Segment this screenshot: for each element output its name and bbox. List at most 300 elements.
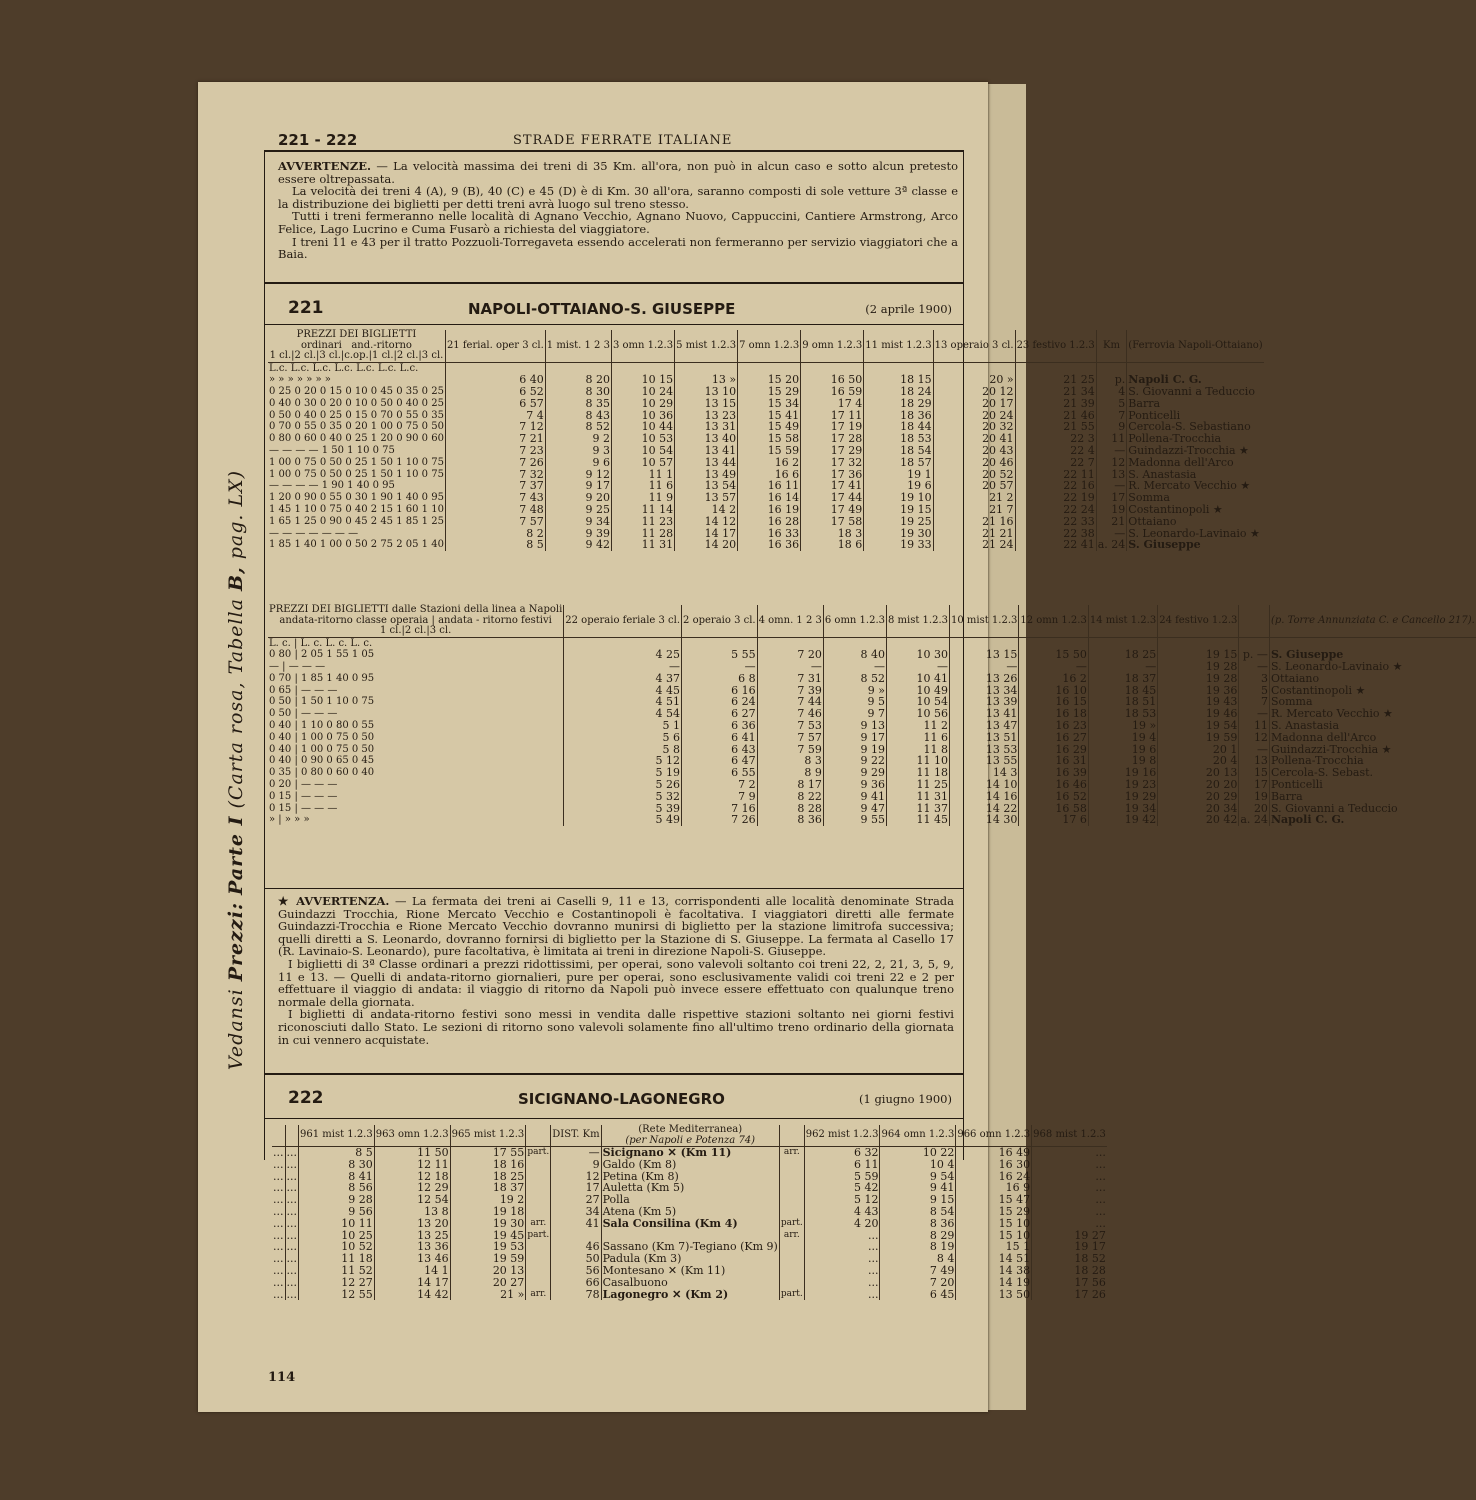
station-cell: S. Anastasia <box>1269 720 1475 732</box>
time-cell: 6 16 <box>682 685 758 697</box>
time-cell: ... <box>286 1216 297 1230</box>
time-cell: 9 36 <box>823 779 886 791</box>
station-cell: Costantinopoli ★ <box>1269 685 1475 697</box>
km-cell: 46 <box>551 1241 601 1253</box>
time-cell: 11 1 <box>611 469 674 481</box>
page-number: 114 <box>268 1370 296 1385</box>
time-cell: 16 50 <box>801 374 864 386</box>
time-cell: 10 22 <box>880 1147 956 1159</box>
marker-cell <box>526 1159 551 1171</box>
time-cell: ... <box>286 1240 297 1254</box>
time-cell: 7 37 <box>445 480 545 492</box>
price-cell: 1 20 0 90 0 55 0 30 1 90 1 40 0 95 <box>269 492 444 504</box>
train-header: 9 omn 1.2.3 <box>801 330 864 362</box>
time-cell: 13 46 <box>374 1253 450 1265</box>
time-cell: 11 2 <box>887 720 950 732</box>
time-cell: 16 14 <box>738 492 801 504</box>
time-cell: 19 42 <box>1088 814 1157 826</box>
marker-cell <box>779 1277 804 1289</box>
time-cell: 5 1 <box>564 720 682 732</box>
time-cell: 19 16 <box>1088 767 1157 779</box>
running-title: STRADE FERRATE ITALIANE <box>513 133 733 148</box>
blank-header <box>779 1125 804 1147</box>
time-cell: 18 6 <box>801 539 864 551</box>
station-cell: Sicignano ✕ (Km 11) <box>601 1147 779 1159</box>
time-cell: 10 30 <box>887 649 950 661</box>
km-cell: a. 24 <box>1240 813 1268 827</box>
time-cell: 20 13 <box>450 1265 526 1277</box>
time-cell: ... <box>273 1216 284 1230</box>
time-cell: 22 41 <box>1015 539 1096 551</box>
time-cell: 15 58 <box>738 433 801 445</box>
time-cell: 18 44 <box>864 421 933 433</box>
time-cell: 17 6 <box>1019 814 1088 826</box>
notice-line: Tutti i treni fermeranno nelle località di Agnano Vecchio, Agnano Nuovo, Cappuccini, Cantiere Armstrong, Arco Felice, Lago Lucrino e Cuma Fusarò a richiesta del viaggiatore. <box>278 209 958 236</box>
time-cell: 21 » <box>450 1289 526 1301</box>
time-cell: 9 3 <box>545 445 611 457</box>
price-cell: 0 80 0 60 0 40 0 25 1 20 0 90 0 60 <box>269 433 444 445</box>
table-row <box>268 374 1264 386</box>
time-cell: 19 59 <box>1158 732 1239 744</box>
station-cell: Cercola-S. Sebastiano <box>1127 421 1264 433</box>
km-cell: 15 <box>1239 767 1270 779</box>
table-row <box>268 732 1476 744</box>
time-cell: 13 20 <box>374 1218 450 1230</box>
time-cell: 14 16 <box>950 791 1019 803</box>
km-cell: 17 <box>1096 492 1127 504</box>
station-cell: Ottaiano <box>1269 673 1475 685</box>
section-number: 222 <box>288 1088 324 1108</box>
time-cell: ... <box>804 1253 880 1265</box>
station-cell: R. Mercato Vecchio ★ <box>1127 480 1264 492</box>
time-cell: 16 28 <box>738 516 801 528</box>
time-cell: 11 6 <box>887 732 950 744</box>
time-cell: 18 29 <box>864 398 933 410</box>
price-cell: 0 40 | 1 00 0 75 0 50 <box>269 743 375 755</box>
time-cell: 16 33 <box>738 528 801 540</box>
time-cell: 8 43 <box>545 410 611 422</box>
notice2-block <box>278 895 954 1046</box>
time-cell: 7 23 <box>445 445 545 457</box>
railway-name: (Rete Mediterranea) <box>638 1124 743 1135</box>
time-cell: 7 57 <box>757 732 823 744</box>
time-cell: 8 29 <box>880 1230 956 1242</box>
station-cell: Barra <box>1269 791 1475 803</box>
km-cell: 11 <box>1096 433 1127 445</box>
price-cell: 0 80 | 2 05 1 55 1 05 <box>269 649 375 661</box>
ar-operaia-label: andata-ritorno classe operaia <box>279 614 429 626</box>
time-cell: 16 2 <box>738 457 801 469</box>
time-cell: 17 4 <box>801 398 864 410</box>
time-cell: 13 49 <box>675 469 738 481</box>
station-cell: Sassano (Km 7)-Tegiano (Km 9) <box>602 1240 778 1254</box>
train-header: 10 mist 1.2.3 <box>950 605 1019 637</box>
time-cell: 8 2 <box>445 528 545 540</box>
time-cell: 10 4 <box>880 1159 956 1171</box>
time-cell: 9 42 <box>545 539 611 551</box>
time-cell: 19 6 <box>1088 744 1157 756</box>
km-cell: a. 24 <box>1097 538 1126 552</box>
time-cell: 16 30 <box>956 1159 1032 1171</box>
time-cell: 16 31 <box>1019 755 1088 767</box>
time-cell: 13 » <box>675 374 738 386</box>
station-cell: Madonna dell'Arco <box>1127 457 1264 469</box>
time-cell: 12 55 <box>299 1289 375 1301</box>
price-cell: 0 40 | 1 00 0 75 0 50 <box>269 731 375 743</box>
section-rule <box>264 1118 964 1119</box>
price-columns: 1 cl.|2 cl.|3 cl.|c.op.|1 cl.|2 cl.|3 cl. <box>269 350 444 361</box>
time-cell: 22 38 <box>1015 528 1096 540</box>
time-cell: ... <box>804 1241 880 1253</box>
time-cell: ... <box>286 1275 297 1289</box>
time-cell: 6 55 <box>682 767 758 779</box>
time-cell: ... <box>273 1181 284 1195</box>
time-cell: — <box>682 661 758 673</box>
time-cell: 17 56 <box>1032 1277 1107 1289</box>
time-cell: 17 29 <box>801 445 864 457</box>
time-cell: 19 59 <box>450 1253 526 1265</box>
time-cell: 7 32 <box>445 469 545 481</box>
time-cell: 7 49 <box>880 1265 956 1277</box>
time-cell: ... <box>1032 1159 1107 1171</box>
time-cell: 20 41 <box>933 433 1015 445</box>
time-cell: 22 7 <box>1015 457 1096 469</box>
time-cell: ... <box>1032 1194 1107 1206</box>
km-cell: 5 <box>1096 398 1127 410</box>
time-cell: 14 12 <box>675 516 738 528</box>
time-cell: 6 52 <box>445 386 545 398</box>
time-cell: 16 58 <box>1019 803 1088 815</box>
time-cell: 19 25 <box>864 516 933 528</box>
time-cell: 10 25 <box>299 1230 375 1242</box>
time-cell: 6 32 <box>804 1147 880 1159</box>
time-cell: 14 20 <box>675 539 738 551</box>
km-cell: 7 <box>1096 410 1127 422</box>
time-cell: 11 9 <box>611 492 674 504</box>
time-cell: 4 51 <box>564 696 682 708</box>
time-cell: 15 50 <box>1019 649 1088 661</box>
km-cell: 27 <box>551 1194 601 1206</box>
price-cell: 0 20 | — — — <box>269 779 338 791</box>
time-cell: 6 11 <box>804 1159 880 1171</box>
time-cell: ... <box>286 1228 297 1242</box>
time-cell: 14 38 <box>956 1265 1032 1277</box>
time-cell: 13 40 <box>675 433 738 445</box>
time-cell: 9 55 <box>823 814 886 826</box>
time-cell: 18 51 <box>1088 696 1157 708</box>
time-cell: 5 12 <box>804 1194 880 1206</box>
time-cell: 10 29 <box>611 398 674 410</box>
time-cell: 12 18 <box>374 1171 450 1183</box>
time-cell: 10 53 <box>611 433 674 445</box>
time-cell: 6 24 <box>682 696 758 708</box>
km-cell: p. — <box>1239 649 1270 661</box>
time-cell: 11 6 <box>611 480 674 492</box>
notice-block <box>278 160 958 261</box>
time-cell: 14 51 <box>956 1253 1032 1265</box>
time-cell: 10 57 <box>611 457 674 469</box>
time-cell: 19 » <box>1088 720 1157 732</box>
table-header-row <box>268 605 1476 637</box>
time-cell: 16 23 <box>1019 720 1088 732</box>
time-cell: 16 19 <box>738 504 801 516</box>
time-cell: ... <box>286 1252 297 1266</box>
time-cell: 13 57 <box>675 492 738 504</box>
marker-cell <box>779 1265 804 1277</box>
marker-cell <box>779 1182 804 1194</box>
time-cell: 4 45 <box>564 685 682 697</box>
time-cell: 9 » <box>823 685 886 697</box>
price-columns: 1 cl.|2 cl.|3 cl. <box>379 625 452 636</box>
station-cell: Sala Consilina (Km 4) <box>601 1218 779 1230</box>
ordinari-label: ordinari <box>300 339 342 351</box>
time-cell: 8 4 <box>880 1253 956 1265</box>
train-header: 961 mist 1.2.3 <box>299 1125 375 1147</box>
price-cell: 0 40 | 0 90 0 65 0 45 <box>269 755 375 767</box>
time-cell: ... <box>1032 1171 1107 1183</box>
time-cell: 14 10 <box>950 779 1019 791</box>
time-cell: 16 49 <box>956 1147 1032 1159</box>
station-cell: S. Leonardo-Lavinaio ★ <box>1127 528 1264 540</box>
time-cell: 10 54 <box>611 445 674 457</box>
time-cell: 16 59 <box>801 386 864 398</box>
time-cell: 11 8 <box>887 744 950 756</box>
notice2-text: I biglietti di 3ª Classe ordinari a prezzi ridottissimi, per operai, sono valevoli soltanto coi treni 22, 2, 21, 3, 5, 9, 11 e 13. — Quelli di andata-ritorno giornalieri, pure per operai, sono esclusivamente validi coi treni 22 e 2 per effettuare il viaggio di andata: il viaggio di ritorno da Napoli può invece essere effettuato con qualunque treno normale della giornata. <box>278 956 954 1009</box>
time-cell: 6 43 <box>682 744 758 756</box>
km-cell: 13 <box>1239 755 1270 767</box>
time-cell: 18 24 <box>864 386 933 398</box>
marker-cell <box>526 1253 551 1265</box>
time-cell: 6 45 <box>880 1289 956 1301</box>
price-cell: » | » » » <box>269 814 310 826</box>
time-cell: 11 31 <box>611 539 674 551</box>
time-cell: 6 41 <box>682 732 758 744</box>
time-cell: 8 5 <box>299 1147 375 1159</box>
train-header: 964 omn 1.2.3 <box>880 1125 956 1147</box>
table-row <box>272 1182 1107 1194</box>
time-cell: ... <box>286 1263 297 1277</box>
table-row <box>272 1289 1107 1301</box>
time-cell: 20 46 <box>933 457 1015 469</box>
time-cell: 12 29 <box>374 1182 450 1194</box>
time-cell: ... <box>273 1240 284 1254</box>
station-cell: Somma <box>1269 696 1475 708</box>
marker-cell <box>526 1171 551 1183</box>
time-cell: 18 53 <box>864 433 933 445</box>
time-cell: ... <box>273 1146 284 1159</box>
side-bold-prezzi: Prezzi: <box>225 902 247 982</box>
km-cell: 12 <box>551 1171 601 1183</box>
price-cell: — — — — — — — <box>269 527 359 539</box>
time-cell: 13 44 <box>675 457 738 469</box>
time-cell: 5 42 <box>804 1182 880 1194</box>
table-header-row <box>272 1125 1107 1147</box>
section-rule <box>264 888 964 889</box>
time-cell: 5 59 <box>804 1171 880 1183</box>
time-cell: 10 44 <box>611 421 674 433</box>
side-prefix: Vedansi <box>225 988 247 1071</box>
km-cell: 21 <box>1096 516 1127 528</box>
notice2-text: — La fermata dei treni ai Caselli 9, 11 e 13, corrispondenti alle località denominate Strada Guindazzi Trocchia, Rione Mercato Vecchio e Costantinopoli è facoltativa. I viaggiatori diretti alle fermate Guindazzi-Trocchia e Rione Mercato Vecchio dovranno munirsi di biglietto per la stazione limitrofa successiva; quelli diretti a S. Leonardo, dovranno fornirsi di biglietto per la Stazione di S. Giuseppe. La fermata al Casello 17 (R. Lavinaio-S. Leonardo), pure facoltativa, è limitata ai treni in direzione Napoli-S. Giuseppe. <box>278 894 955 959</box>
station-cell: Guindazzi-Trocchia ★ <box>1127 445 1264 457</box>
price-cell: 1 45 1 10 0 75 0 40 2 15 1 60 1 10 <box>269 504 444 516</box>
time-cell: 19 10 <box>864 492 933 504</box>
time-cell: 17 55 <box>450 1147 526 1159</box>
time-cell: 19 29 <box>1088 791 1157 803</box>
table-row <box>268 814 1476 826</box>
station-cell: Napoli C. G. <box>1269 814 1475 826</box>
time-cell: — <box>757 661 823 673</box>
km-cell: — <box>1239 744 1270 756</box>
price-cell: 0 15 | — — — <box>269 802 338 814</box>
section-date: (1 giugno 1900) <box>858 1092 952 1106</box>
time-cell: 20 32 <box>933 421 1015 433</box>
time-cell: 19 17 <box>1032 1241 1107 1253</box>
marker-cell: part. <box>527 1229 550 1240</box>
time-cell: 8 30 <box>545 386 611 398</box>
time-cell: 7 59 <box>757 744 823 756</box>
time-cell: ... <box>804 1289 880 1301</box>
page-range: 221 - 222 <box>278 131 358 149</box>
table-row <box>272 1241 1107 1253</box>
time-cell: 14 19 <box>956 1277 1032 1289</box>
time-cell: 14 17 <box>374 1277 450 1289</box>
time-cell: 16 6 <box>738 469 801 481</box>
km-cell: 41 <box>551 1218 601 1230</box>
time-cell: 18 53 <box>1088 708 1157 720</box>
time-cell: 8 40 <box>823 649 886 661</box>
time-cell: 20 27 <box>450 1277 526 1289</box>
price-cell: 0 65 | — — — <box>269 684 338 696</box>
station-cell: Lagonegro ✕ (Km 2) <box>601 1289 779 1301</box>
table-row <box>272 1218 1107 1230</box>
time-cell: 13 15 <box>950 649 1019 661</box>
time-cell: 22 16 <box>1015 480 1096 492</box>
table-header-row <box>268 330 1264 362</box>
time-cell: 13 53 <box>950 744 1019 756</box>
time-cell: 8 56 <box>299 1182 375 1194</box>
time-cell: ... <box>273 1275 284 1289</box>
time-cell: 19 28 <box>1158 661 1239 673</box>
time-cell: 16 15 <box>1019 696 1088 708</box>
time-cell: 5 8 <box>564 744 682 756</box>
time-cell: 7 39 <box>757 685 823 697</box>
station-cell: S. Giuseppe <box>1127 539 1264 551</box>
time-cell: 7 16 <box>682 803 758 815</box>
station-cell: Ponticelli <box>1269 779 1475 791</box>
time-cell: 5 12 <box>564 755 682 767</box>
marker-cell <box>526 1206 551 1218</box>
price-cell: L.c. L.c. L.c. L.c. L.c. L.c. L.c. <box>269 362 419 374</box>
time-cell: 7 44 <box>757 696 823 708</box>
railway-header: (Ferrovia Napoli-Ottaiano) <box>1127 330 1264 362</box>
time-cell: 7 26 <box>682 814 758 826</box>
station-cell: Madonna dell'Arco <box>1269 732 1475 744</box>
train-header: 14 mist 1.2.3 <box>1088 605 1157 637</box>
time-cell: 9 47 <box>823 803 886 815</box>
time-cell: 9 2 <box>545 433 611 445</box>
time-cell: 20 43 <box>933 445 1015 457</box>
time-cell: 13 25 <box>374 1230 450 1242</box>
time-cell: 16 39 <box>1019 767 1088 779</box>
time-cell: 19 33 <box>864 539 933 551</box>
time-cell: 9 28 <box>299 1194 375 1206</box>
time-cell: 13 36 <box>374 1241 450 1253</box>
time-cell: 7 26 <box>445 457 545 469</box>
km-cell: 9 <box>551 1159 601 1171</box>
time-cell: 22 24 <box>1015 504 1096 516</box>
time-cell: ... <box>273 1157 284 1171</box>
marker-cell: arr. <box>779 1230 804 1242</box>
time-cell: 19 28 <box>1158 673 1239 685</box>
km-cell: 13 <box>1096 469 1127 481</box>
time-cell: 21 55 <box>1015 421 1096 433</box>
time-cell: 10 15 <box>611 374 674 386</box>
time-cell: 8 19 <box>880 1241 956 1253</box>
table-row <box>268 386 1264 398</box>
time-cell: 19 23 <box>1088 779 1157 791</box>
train-header: 8 mist 1.2.3 <box>887 605 950 637</box>
km-cell: 12 <box>1096 457 1127 469</box>
train-header: 24 festivo 1.2.3 <box>1158 605 1239 637</box>
table-row <box>272 1277 1107 1289</box>
time-cell: 16 46 <box>1019 779 1088 791</box>
time-cell: 16 9 <box>956 1182 1032 1194</box>
time-cell: 13 31 <box>675 421 738 433</box>
time-cell: ... <box>1032 1218 1107 1230</box>
time-cell: 17 49 <box>801 504 864 516</box>
train-header: 11 mist 1.2.3 <box>864 330 933 362</box>
km-cell: 17 <box>1239 779 1270 791</box>
station-cell: S. Giuseppe <box>1269 649 1475 661</box>
time-cell: 6 27 <box>682 708 758 720</box>
time-cell: 9 19 <box>823 744 886 756</box>
time-cell: 10 52 <box>299 1241 375 1253</box>
time-cell: 9 41 <box>823 791 886 803</box>
time-cell: 13 47 <box>950 720 1019 732</box>
blank-header <box>285 1125 299 1147</box>
price-cell: 1 65 1 25 0 90 0 45 2 45 1 85 1 25 <box>269 515 444 527</box>
section-221-header <box>278 298 958 320</box>
time-cell: 16 36 <box>738 539 801 551</box>
time-cell: ... <box>804 1265 880 1277</box>
time-cell: 7 43 <box>445 492 545 504</box>
time-cell: 17 58 <box>801 516 864 528</box>
train-header: 962 mist 1.2.3 <box>804 1125 880 1147</box>
time-cell: 13 15 <box>675 398 738 410</box>
time-cell: 16 18 <box>1019 708 1088 720</box>
time-cell: 22 33 <box>1015 516 1096 528</box>
time-cell: 19 2 <box>450 1194 526 1206</box>
time-cell: ... <box>286 1181 297 1195</box>
time-cell: ... <box>273 1193 284 1207</box>
timetable-222 <box>272 1125 1107 1300</box>
price-cell: — | — — — <box>269 661 326 673</box>
time-cell: 14 1 <box>374 1265 450 1277</box>
marker-cell <box>779 1241 804 1253</box>
time-cell: 11 31 <box>887 791 950 803</box>
price-cell: 0 35 | 0 80 0 60 0 40 <box>269 767 375 779</box>
time-cell: 13 8 <box>374 1206 450 1218</box>
km-cell: 5 <box>1239 685 1270 697</box>
km-cell: — <box>1096 528 1127 540</box>
train-header: 3 omn 1.2.3 <box>611 330 674 362</box>
time-cell: 15 49 <box>738 421 801 433</box>
time-cell: 11 18 <box>299 1253 375 1265</box>
station-cell: Cercola-S. Sebast. <box>1269 767 1475 779</box>
time-cell: 18 25 <box>1088 649 1157 661</box>
train-header: 12 omn 1.2.3 <box>1019 605 1088 637</box>
